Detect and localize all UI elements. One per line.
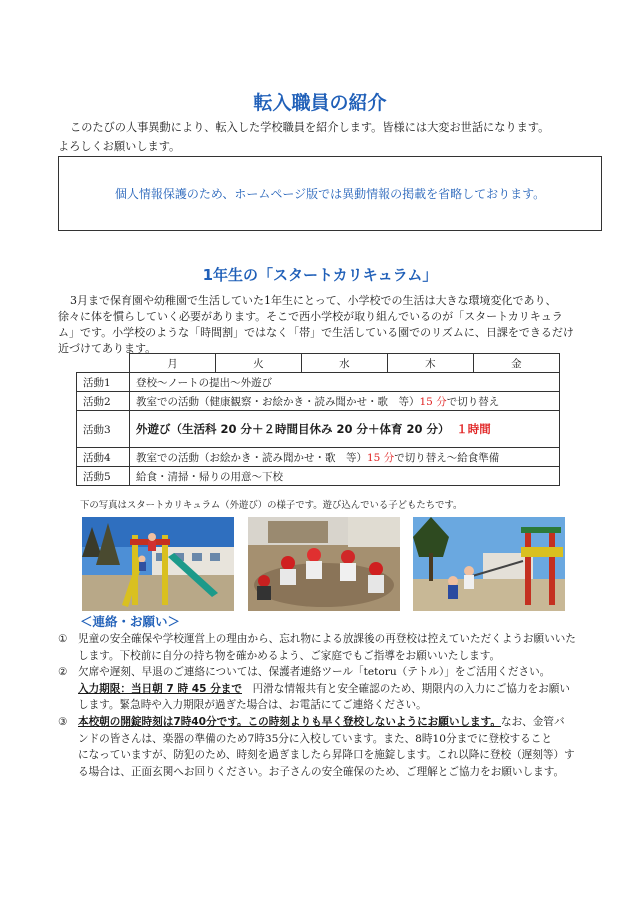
day-header: 金 bbox=[473, 354, 559, 373]
para-line: 3月まで保育園や幼稚園で生活していた1年生にとって、小学校での生活は大きな環境変化であり、 bbox=[70, 294, 557, 307]
activity-tail: で切り替え～給食準備 bbox=[394, 451, 500, 464]
item-text: 円滑な情報共有と安全確認のため、期限内の入力にご協力をお願い bbox=[242, 682, 570, 695]
para-line: 近づけてあります。 bbox=[58, 342, 157, 355]
activity-text: 登校～ノートの提出～外遊び bbox=[136, 376, 273, 389]
table-row bbox=[77, 448, 560, 467]
list-item bbox=[58, 631, 588, 664]
privacy-notice-box bbox=[58, 156, 602, 231]
para-line: 徐々に体を慣らしていく必要があります。そこで西小学校が取り組んでいるのが「スタートカリキュラ bbox=[58, 310, 563, 323]
table-row bbox=[77, 467, 560, 486]
photo-sandbox bbox=[248, 517, 400, 611]
table-row bbox=[77, 411, 560, 448]
item-line: になっていますが、防犯のため、時刻を過ぎましたら昇降口を施錠します。これ以降に登校（遅刻等）す bbox=[78, 749, 575, 762]
section-title-start-curriculum: 1年生の「スタートカリキュラム」 bbox=[202, 266, 438, 284]
day-header: 月 bbox=[130, 354, 216, 373]
item-line: します。緊急時や入力期限が過ぎた場合は、お電話にてご連絡ください。 bbox=[78, 699, 427, 712]
curriculum-paragraph bbox=[58, 293, 588, 357]
activity-label: 活動1 bbox=[77, 373, 130, 392]
activity-text: 教室での活動（健康観察・お絵かき・読み聞かせ・歌 等） bbox=[136, 395, 420, 408]
activity-cell bbox=[130, 467, 560, 486]
section-title-notices: ＜連絡・お願い＞ bbox=[80, 614, 181, 629]
activity-cell bbox=[130, 373, 560, 392]
para-line: ム」です。小学校のような「時間割」ではなく「帯」で生活している園でのリズムに、日課をできるだけ bbox=[58, 326, 574, 339]
activity-time-highlight: １時間 bbox=[456, 422, 491, 436]
item-line bbox=[78, 714, 588, 731]
unlock-time-emphasis: 本校朝の開錠時刻は7時40分です。この時刻よりも早く登校しないようにお願いします。 bbox=[78, 715, 501, 728]
activity-cell bbox=[130, 392, 560, 411]
item-body bbox=[78, 714, 588, 780]
item-line: ンドの皆さんは、楽器の準備のため7時35分に入校しています。また、8時10分までに登校すること bbox=[78, 732, 552, 745]
list-item bbox=[58, 714, 588, 780]
activity-text: 給食・清掃・帰りの用意～下校 bbox=[136, 470, 283, 483]
intro-paragraph bbox=[58, 118, 588, 156]
section-title-new-staff: 転入職員の紹介 bbox=[253, 92, 387, 114]
table-header-row bbox=[77, 354, 560, 373]
photo-caption: 下の写真はスタートカリキュラム（外遊び）の様子です。遊び込んでいる子どもたちです。 bbox=[80, 500, 463, 511]
table-row bbox=[77, 392, 560, 411]
item-number: ① bbox=[58, 633, 68, 645]
intro-line: よろしくお願いします。 bbox=[58, 140, 181, 153]
item-line bbox=[78, 681, 588, 698]
table-row bbox=[77, 373, 560, 392]
item-line: る場合は、正面玄関へお回りください。お子さんの安全確保のため、ご理解とご協力をお願いします。 bbox=[78, 765, 565, 778]
list-item bbox=[58, 664, 588, 714]
activity-text: 外遊び（生活科 20 分＋２時間目休み 20 分＋体育 20 分） bbox=[136, 422, 450, 436]
photo-playground-slide bbox=[82, 517, 234, 611]
activity-text: 教室での活動（お絵かき・読み聞かせ・歌 等） bbox=[136, 451, 367, 464]
activity-label: 活動2 bbox=[77, 392, 130, 411]
schedule-table bbox=[76, 353, 560, 486]
day-header: 水 bbox=[301, 354, 387, 373]
activity-cell bbox=[130, 448, 560, 467]
photo-climbing-structure bbox=[413, 517, 565, 611]
day-header: 火 bbox=[215, 354, 301, 373]
input-deadline-emphasis: 入力期限：当日朝 7 時 45 分まで bbox=[78, 682, 242, 695]
item-line: 児童の安全確保や学校運営上の理由から、忘れ物による放課後の再登校は控えていただくようお願いいた bbox=[78, 633, 576, 645]
intro-line: このたびの人事異動により、転入した学校職員を紹介します。皆様には大変お世話になります。 bbox=[70, 121, 550, 134]
item-body bbox=[78, 664, 588, 714]
privacy-notice-text: 個人情報保護のため、ホームページ版では異動情報の掲載を省略しております。 bbox=[114, 187, 546, 201]
item-line: します。下校前に自分の持ち物を確かめるよう、ご家庭でもご指導をお願いいたします。 bbox=[78, 649, 501, 662]
activity-tail: で切り替え bbox=[446, 395, 500, 408]
activity-time-highlight: 15 分 bbox=[419, 395, 447, 408]
notice-list bbox=[58, 631, 588, 780]
item-text: なお、金管バ bbox=[500, 715, 565, 728]
table-corner bbox=[77, 354, 130, 373]
day-header: 木 bbox=[387, 354, 473, 373]
activity-cell bbox=[130, 411, 560, 448]
item-line: 欠席や遅刻、早退のご連絡については、保護者連絡ツール「tetoru（テトル）」をご活用ください。 bbox=[78, 666, 551, 679]
activity-label: 活動3 bbox=[77, 411, 130, 448]
activity-time-highlight: 15 分 bbox=[367, 451, 395, 464]
activity-label: 活動4 bbox=[77, 448, 130, 467]
item-body bbox=[78, 631, 588, 664]
activity-label: 活動5 bbox=[77, 467, 130, 486]
item-number: ② bbox=[58, 666, 68, 679]
item-number: ③ bbox=[58, 715, 68, 728]
